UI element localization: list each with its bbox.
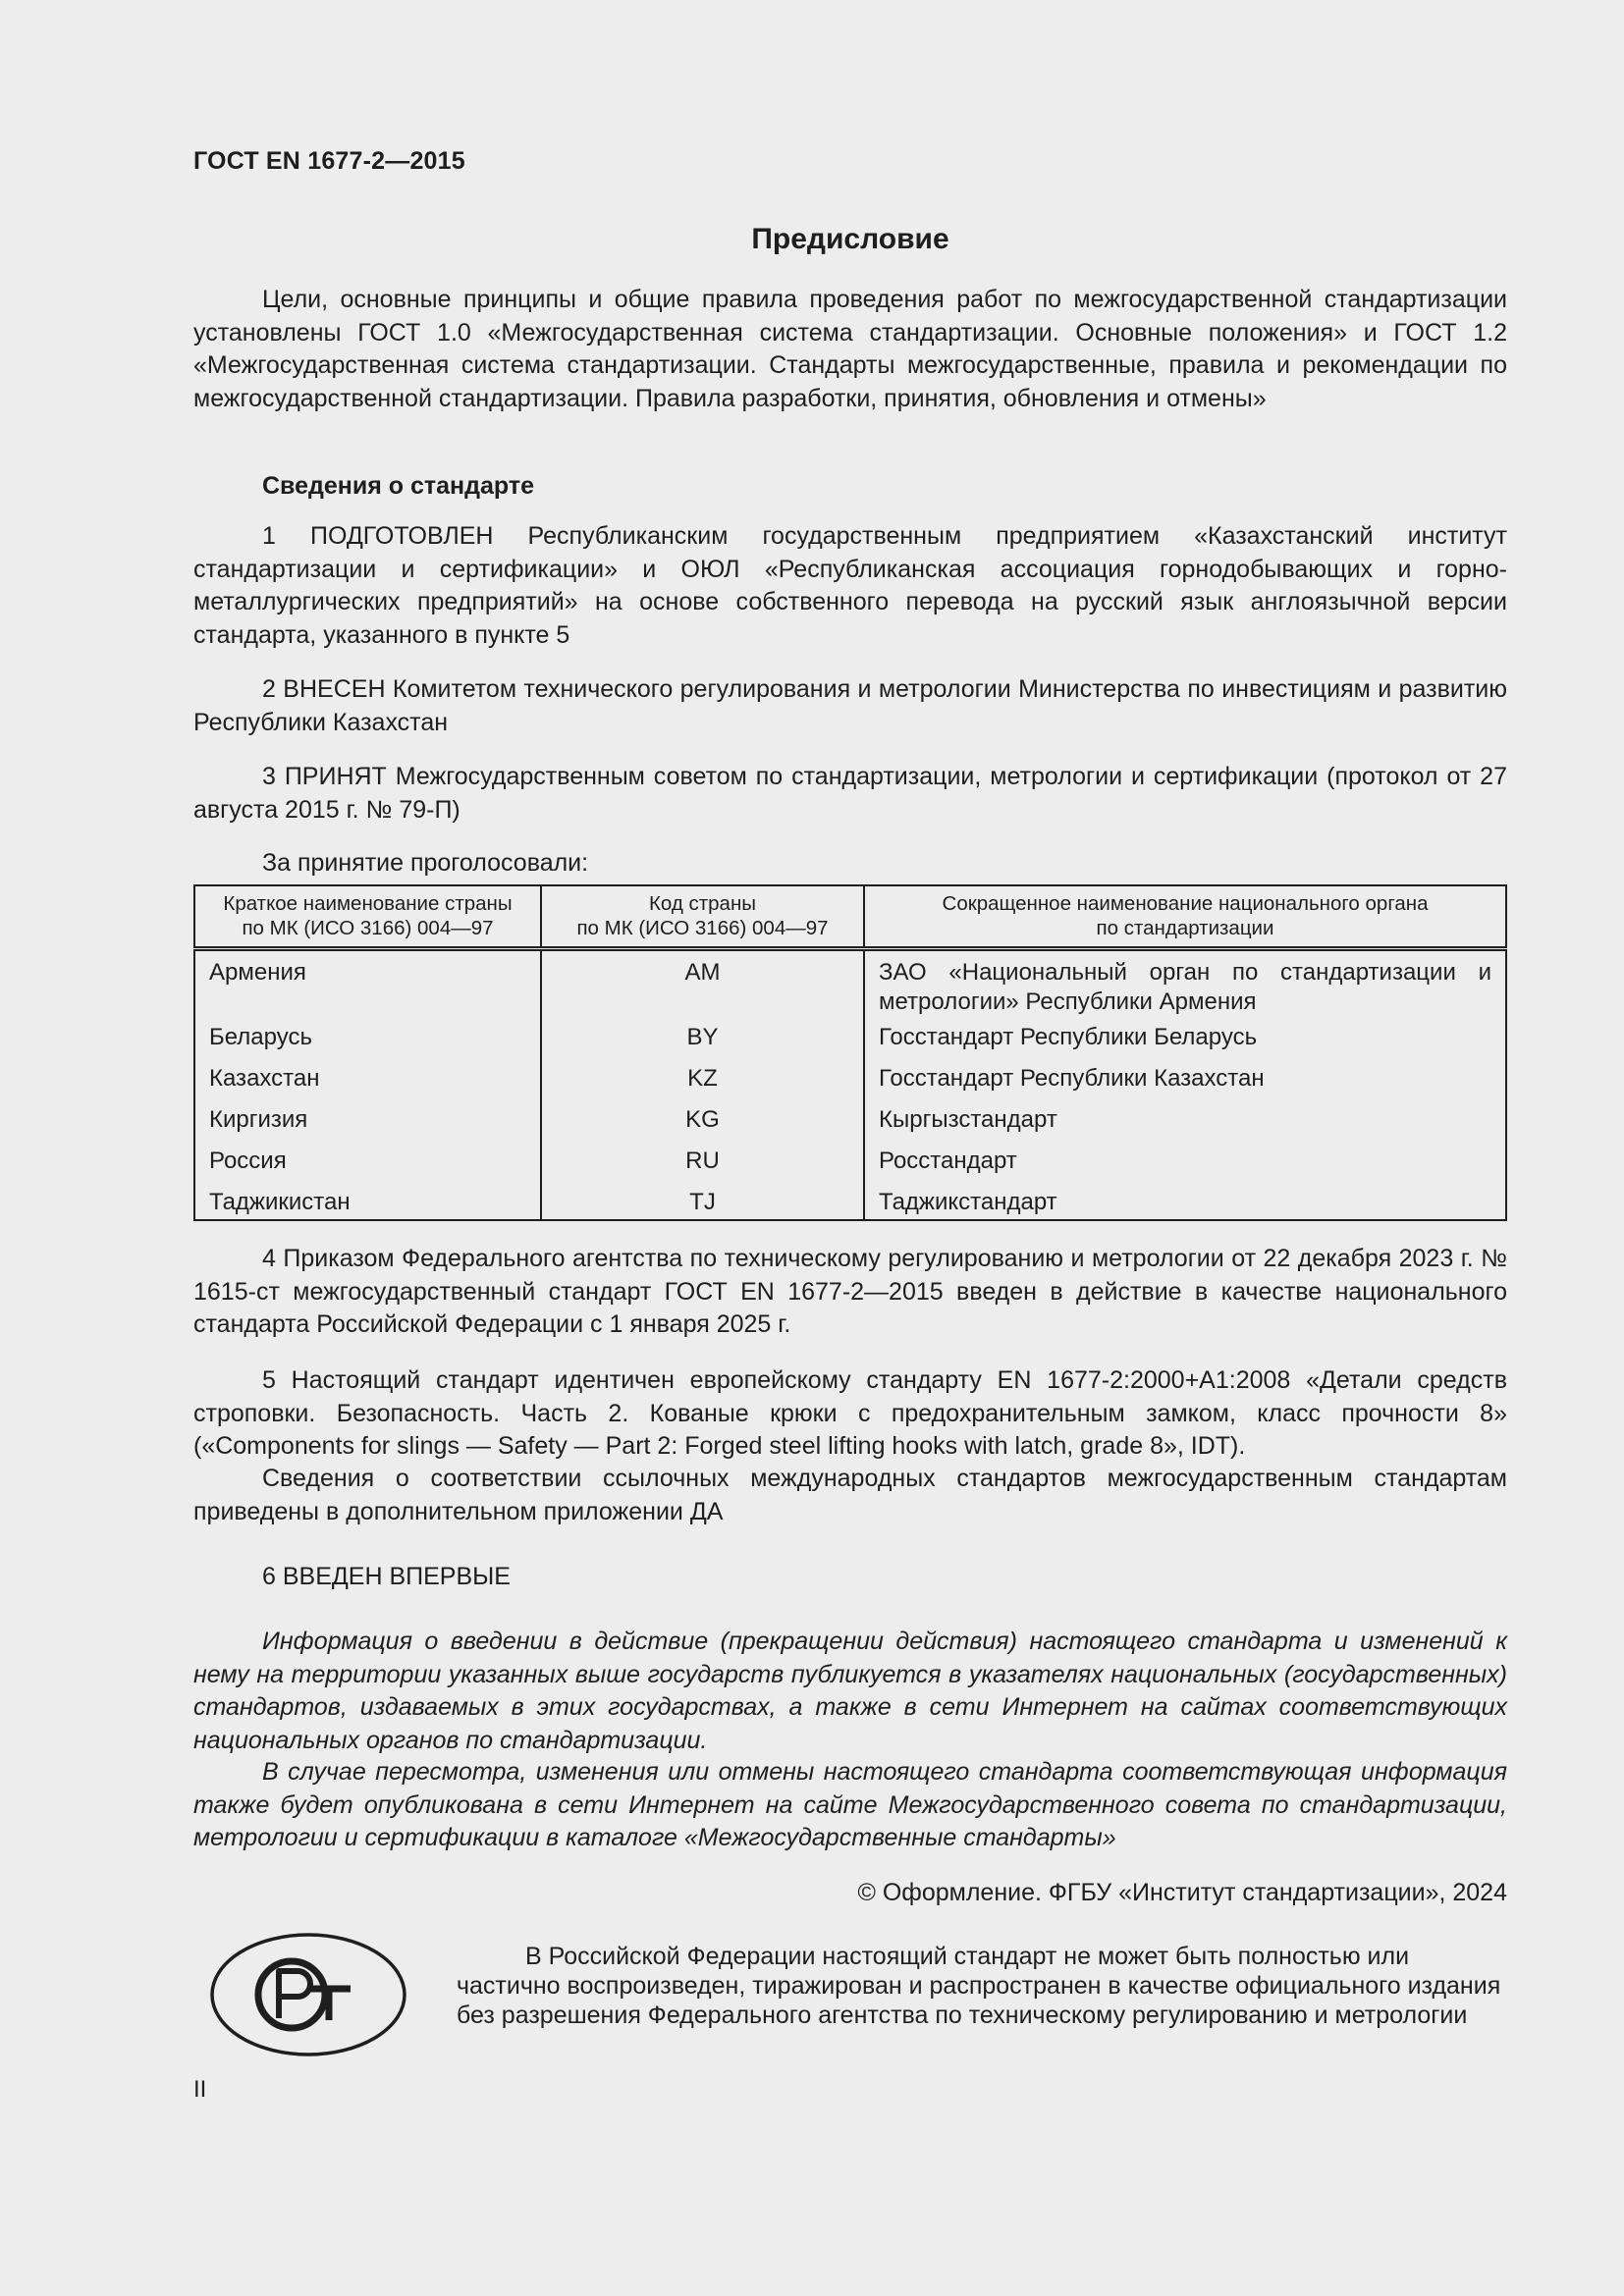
item-6-paragraph: 6 ВВЕДЕН ВПЕРВЫЕ xyxy=(262,1563,511,1590)
standards-body-cell: Кыргызстандарт xyxy=(864,1099,1506,1141)
intro-paragraph: Цели, основные принципы и общие правила проведения работ по межгосударственной стандартизации установлены ГОСТ 1.0 «Межгосударственная система стандартизации. Основные положения» и ГОСТ 1.2 «Межгосударственная система стандартизации. Стандарты межгосударственные, правила и рекомендации по межгосударственной стандартизации. Правила разработки, принятия, обновления и отмены» xyxy=(193,286,1507,412)
code-cell: KZ xyxy=(541,1058,864,1099)
standards-body-cell: Госстандарт Республики Казахстан xyxy=(864,1058,1506,1099)
copyright-line: © Оформление. ФГБУ «Институт стандартизации», 2024 xyxy=(857,1879,1507,1906)
standards-body-cell: Госстандарт Республики Беларусь xyxy=(864,1017,1506,1058)
country-cell: Россия xyxy=(209,1148,287,1174)
votes-label: За принятие проголосовали: xyxy=(262,849,589,877)
voting-countries-table xyxy=(193,884,1507,1221)
item-3-paragraph: 3 ПРИНЯТ Межгосударственным советом по стандартизации, метрологии и сертификации (протокол от 27 августа 2015 г. № 79-П) xyxy=(193,763,1507,824)
revision-info-note: В случае пересмотра, изменения или отмены настоящего стандарта соответствующая информация также будет опубликована в сети Интернет на сайте Межгосударственного совета по стандартизации, метрологии и сертификации в каталоге «Межгосударственные стандарты» xyxy=(193,1758,1507,1851)
publication-info-note: Информация о введении в действие (прекращении действия) настоящего стандарта и изменений к нему на территории указанных выше государств публикуется в указателях национальных (государственных) стандартов, издаваемых в этих государствах, а также в сети Интернет на сайтах соответствующих национальных органов по стандартизации. xyxy=(193,1628,1507,1754)
table-row xyxy=(194,1141,1506,1182)
code-cell: BY xyxy=(541,1017,864,1058)
document-code: ГОСТ EN 1677-2—2015 xyxy=(193,147,465,175)
country-cell: Армения xyxy=(209,959,306,986)
page-number: II xyxy=(193,2076,207,2103)
table-row xyxy=(194,949,1506,1018)
item-1-paragraph: 1 ПОДГОТОВЛЕН Республиканским государственным предприятием «Казахстанский институт стандартизации и сертификации» и ОЮЛ «Республиканская ассоциация горнодобывающих и горно-металлургических предприятий» на основе собственного перевода на русский язык англоязычной версии стандарта, указанного в пункте 5 xyxy=(193,522,1507,649)
standards-body-cell: Таджикстандарт xyxy=(864,1182,1506,1220)
country-cell: Киргизия xyxy=(209,1106,308,1133)
code-cell: KG xyxy=(541,1099,864,1141)
header-standards-body: Сокращенное наименование национального органа по стандартизации xyxy=(864,885,1506,949)
country-cell: Таджикистан xyxy=(209,1189,351,1215)
table-row xyxy=(194,1017,1506,1058)
page-title: Предисловие xyxy=(751,223,949,255)
standards-body-cell: ЗАО «Национальный орган по стандартизации и метрологии» Республики Армения xyxy=(864,949,1506,1018)
item-2-paragraph: 2 ВНЕСЕН Комитетом технического регулирования и метрологии Министерства по инвестициям и развитию Республики Казахстан xyxy=(193,675,1507,736)
header-country-code: Код страны по МК (ИСО 3166) 004—97 xyxy=(541,885,864,949)
code-cell: RU xyxy=(541,1141,864,1182)
reproduction-notice: В Российской Федерации настоящий стандарт не может быть полностью или частично воспроизведен, тиражирован и распространен в качестве официального издания без разрешения Федерального агентства по техническому регулированию и метрологии xyxy=(457,1943,1501,2029)
rst-certification-mark-icon xyxy=(209,1932,407,2057)
standards-body-cell: Росстандарт xyxy=(864,1141,1506,1182)
table-row xyxy=(194,1099,1506,1141)
item-4-paragraph: 4 Приказом Федерального агентства по техническому регулированию и метрологии от 22 декабря 2023 г. № 1615-ст межгосударственный стандарт ГОСТ EN 1677-2—2015 введен в действие в качестве национального стандарта Российской Федерации с 1 января 2025 г. xyxy=(193,1245,1507,1338)
code-cell: AM xyxy=(541,949,864,1018)
table-header-row xyxy=(194,885,1506,949)
table-row xyxy=(194,1058,1506,1099)
country-cell: Беларусь xyxy=(209,1024,312,1050)
country-cell: Казахстан xyxy=(209,1065,320,1092)
header-country-name: Краткое наименование страны по МК (ИСО 3166) 004—97 xyxy=(194,885,541,949)
table-row xyxy=(194,1182,1506,1220)
item-5-paragraph: 5 Настоящий стандарт идентичен европейскому стандарту EN 1677-2:2000+A1:2008 «Детали средств строповки. Безопасность. Часть 2. Кованые крюки с предохранительным замком, класс прочности 8» («Components for slings — Safety — Part 2: Forged steel lifting hooks with latch, grade 8», IDT). xyxy=(193,1366,1507,1460)
item-5-references-paragraph: Сведения о соответствии ссылочных международных стандартов межгосударственным стандартам приведены в дополнительном приложении ДА xyxy=(193,1465,1507,1525)
code-cell: TJ xyxy=(541,1182,864,1220)
standard-info-heading: Сведения о стандарте xyxy=(262,472,535,500)
